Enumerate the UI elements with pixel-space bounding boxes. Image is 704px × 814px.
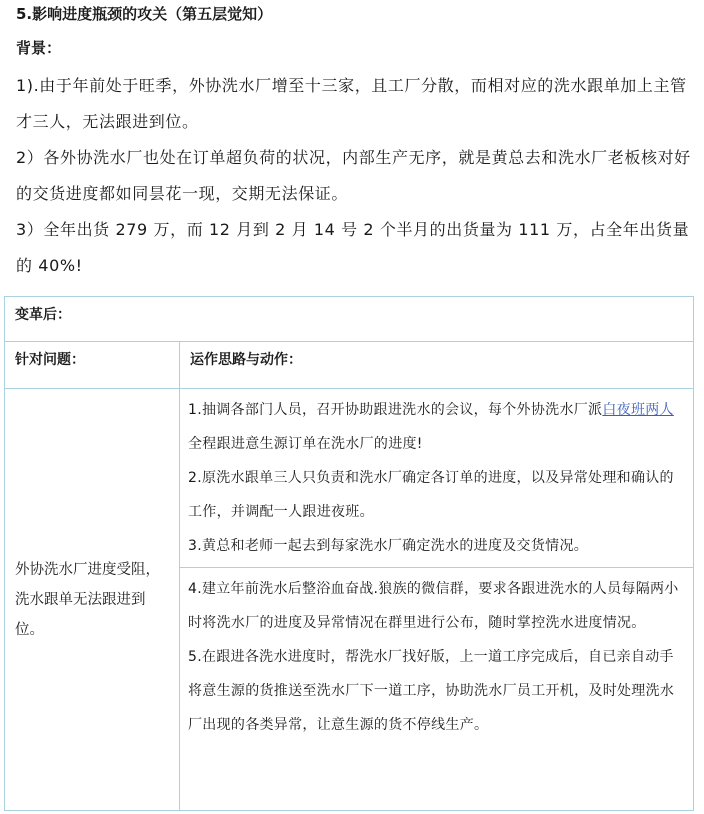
night-shift-link[interactable]: 白夜班两人: [602, 402, 674, 418]
background-paragraph-3: 3）全年出货 279 万，而 12 月到 2 月 14 号 2 个半月的出货量为 111 万，占全年出货量的 40%!: [16, 220, 690, 275]
action-item-2: 2.原洗水跟单三人只负责和洗水厂确定各订单的进度，以及异常处理和确认的工作，并调配一人跟进夜班。: [188, 470, 674, 520]
action-item-4: 4.建立年前洗水后整浴血奋战.狼族的微信群，要求各跟进洗水的人员每隔两小时将洗水厂的进度及异常情况在群里进行公布，随时掌控洗水进度情况。: [188, 581, 679, 631]
actions-cell-1: [180, 389, 694, 568]
reform-table: [4, 296, 694, 811]
actions-cell-2: [180, 568, 694, 811]
column-header-issue: 针对问题：: [5, 342, 180, 389]
table-title: 变革后：: [5, 297, 694, 342]
action-item-3: 3.黄总和老师一起去到每家洗水厂确定洗水的进度及交货情况。: [188, 538, 589, 554]
column-header-actions: 运作思路与动作：: [180, 342, 694, 389]
section-heading: 5.影响进度瓶颈的攻关（第五层觉知）: [16, 5, 273, 23]
issue-cell: 外协洗水厂进度受阻，洗水跟单无法跟进到位。: [5, 389, 180, 811]
table-title-row: [5, 297, 694, 342]
background-paragraph-1: 1).由于年前处于旺季，外协洗水厂增至十三家，且工厂分散，而相对应的洗水跟单加上主管才三人，无法跟进到位。: [16, 76, 687, 131]
table-row: [5, 389, 694, 568]
action-item-1: 1.抽调各部门人员，召开协助跟进洗水的会议，每个外协洗水厂派白夜班两人全程跟进意生源订单在洗水厂的进度!: [188, 402, 674, 452]
table-header-row: [5, 342, 694, 389]
background-label: 背景：: [16, 39, 62, 57]
action-item-5: 5.在跟进各洗水进度时，帮洗水厂找好版，上一道工序完成后，自已亲自动手将意生源的货推送至洗水厂下一道工序，协助洗水厂员工开机，及时处理洗水厂出现的各类异常，让意生源的货不停线生产。: [188, 649, 675, 733]
background-paragraph-2: 2）各外协洗水厂也处在订单超负荷的状况，内部生产无序，就是黄总去和洗水厂老板核对好的交货进度都如同昙花一现，交期无法保证。: [16, 148, 691, 203]
